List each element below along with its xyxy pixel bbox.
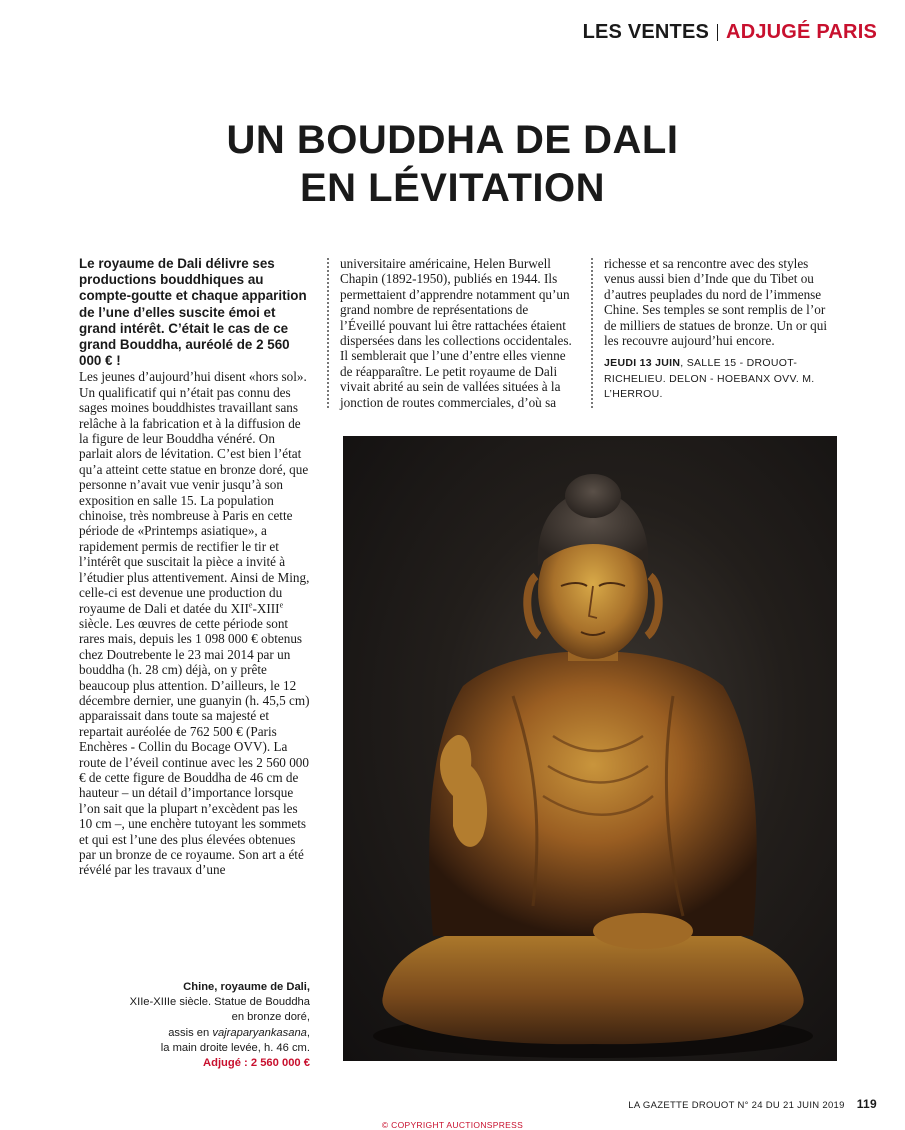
column-divider (327, 258, 329, 408)
caption-price: Adjugé : 2 560 000 € (203, 1057, 310, 1070)
article-column-1 (79, 256, 311, 878)
caption-line: XIIe-XIIIe siècle. Statue de Bouddha (129, 996, 310, 1009)
section-label: ADJUGÉ PARIS (726, 21, 877, 43)
page-footer (628, 1097, 877, 1111)
article-column-2 (340, 256, 572, 410)
sale-details: , SALLE 15 - DROUOT-RICHELIEU. DELON - HOEBANX OVV. M. L’HERROU. (604, 357, 815, 401)
article-title (0, 116, 905, 212)
article-body-3: richesse et sa rencontre avec des styles venus aussi bien d’Inde que du Tibet ou d’autres peuplades du nord de l’immense Chine. Ses temples se sont remplis de l’or de milliers de statues de bronze. Un or qui les recouvre aujourd’hui encore. (604, 256, 828, 349)
caption-text: , (306, 1026, 310, 1039)
page-header (583, 21, 877, 44)
article-lead: Le royaume de Dali délivre ses productions bouddhiques au compte-goutte et chaque apparition de l’une d’elles suscite émoi et grand intérêt. C’était le cas de ce grand Bouddha, auréolé de 2 560 000 € ! (79, 256, 307, 369)
caption-italic: vajraparyankasana (212, 1026, 307, 1039)
body-text: siècle. Les œuvres de cette période sont rares mais, depuis les 1 098 000 € obtenus chez Doutrebente le 23 mai 2014 par un bouddha (h. 28 cm) déjà, on y prête beaucoup plus attention. D’ailleurs, le 12 décembre dernier, une guanyin (h. 45,5 cm) apparaissait dans toute sa majesté et repartait auréolée de 762 500 € (Paris Enchères - Collin du Bocage OVV). La route de l’éveil continue avec les 2 560 000 € de cette figure de Bouddha de 46 cm de hauteur – un détail d’importance lorsque l’on sait que la plupart n’excèdent pas les 10 cm –, une enchère tutoyant les sommets et qui est l’une des plus élevées obtenues par un bronze de ce royaume. Son art a été révélé par les travaux d’une (79, 615, 310, 878)
body-text: Les jeunes d’aujourd’hui disent «hors sol». Un qualificatif qui n’était pas connu des sages moines bouddhistes travaillant sans relâche à la fabrication et à la diffusion de la figure de leur Bouddha vénéré. On parlait alors de lévitation. C’est bien l’état qu’a atteint cette statue en bronze doré, que personne n’avait vue venir jusqu’à son exposition en salle 15. La population chinoise, très nombreuse à Paris en cette période de «Printemps asiatique», a rapidement permis de rectifier le tir et l’intérêt que suscitait la pièce a invité à l’étudier plus attentivement. Ainsi de Ming, celle-ci est devenue une production du royaume de Dali et datée du XII (79, 369, 310, 616)
title-line-2: EN LÉVITATION (299, 166, 605, 210)
buddha-statue-illustration (343, 436, 837, 1061)
column-divider (591, 258, 593, 408)
copyright-notice: © COPYRIGHT AUCTIONSPRESS (381, 1120, 524, 1130)
caption-title: Chine, royaume de Dali, (183, 981, 310, 993)
caption-line: la main droite levée, h. 46 cm. (160, 1041, 310, 1054)
photo-caption (70, 980, 310, 1071)
article-column-3 (604, 256, 836, 403)
superscript: e (279, 600, 284, 610)
caption-text: assis en (168, 1026, 213, 1039)
buddha-photo (343, 436, 837, 1061)
body-text: -XIII (252, 600, 280, 616)
article-body-1 (79, 369, 311, 877)
sale-info (604, 356, 836, 402)
caption-line: en bronze doré, (231, 1011, 310, 1024)
article-body-2: universitaire américaine, Helen Burwell Chapin (1892-1950), publiés en 1944. Ils permettaient d’apprendre notamment qu’un grand nombre de représentations de l’Éveillé pouvant lui être rattachées étaient dispersées dans les collections occidentales. Il semblerait que l’une d’entre elles vienne de réapparaître. Le petit royaume de Dali vivait abrité au sein de vallées situées à la jonction de routes commerciales, d’où sa (340, 256, 572, 410)
issue-info: LA GAZETTE DROUOT N° 24 DU 21 JUIN 2019 (628, 1100, 845, 1111)
sale-date: JEUDI 13 JUIN (604, 357, 681, 370)
title-line-1: UN BOUDDHA DE DALI (226, 118, 679, 162)
rubric-label: LES VENTES (582, 21, 710, 43)
superscript: e (248, 600, 253, 610)
header-divider (717, 24, 718, 41)
page-number: 119 (856, 1097, 877, 1111)
caption-line (70, 1026, 310, 1041)
